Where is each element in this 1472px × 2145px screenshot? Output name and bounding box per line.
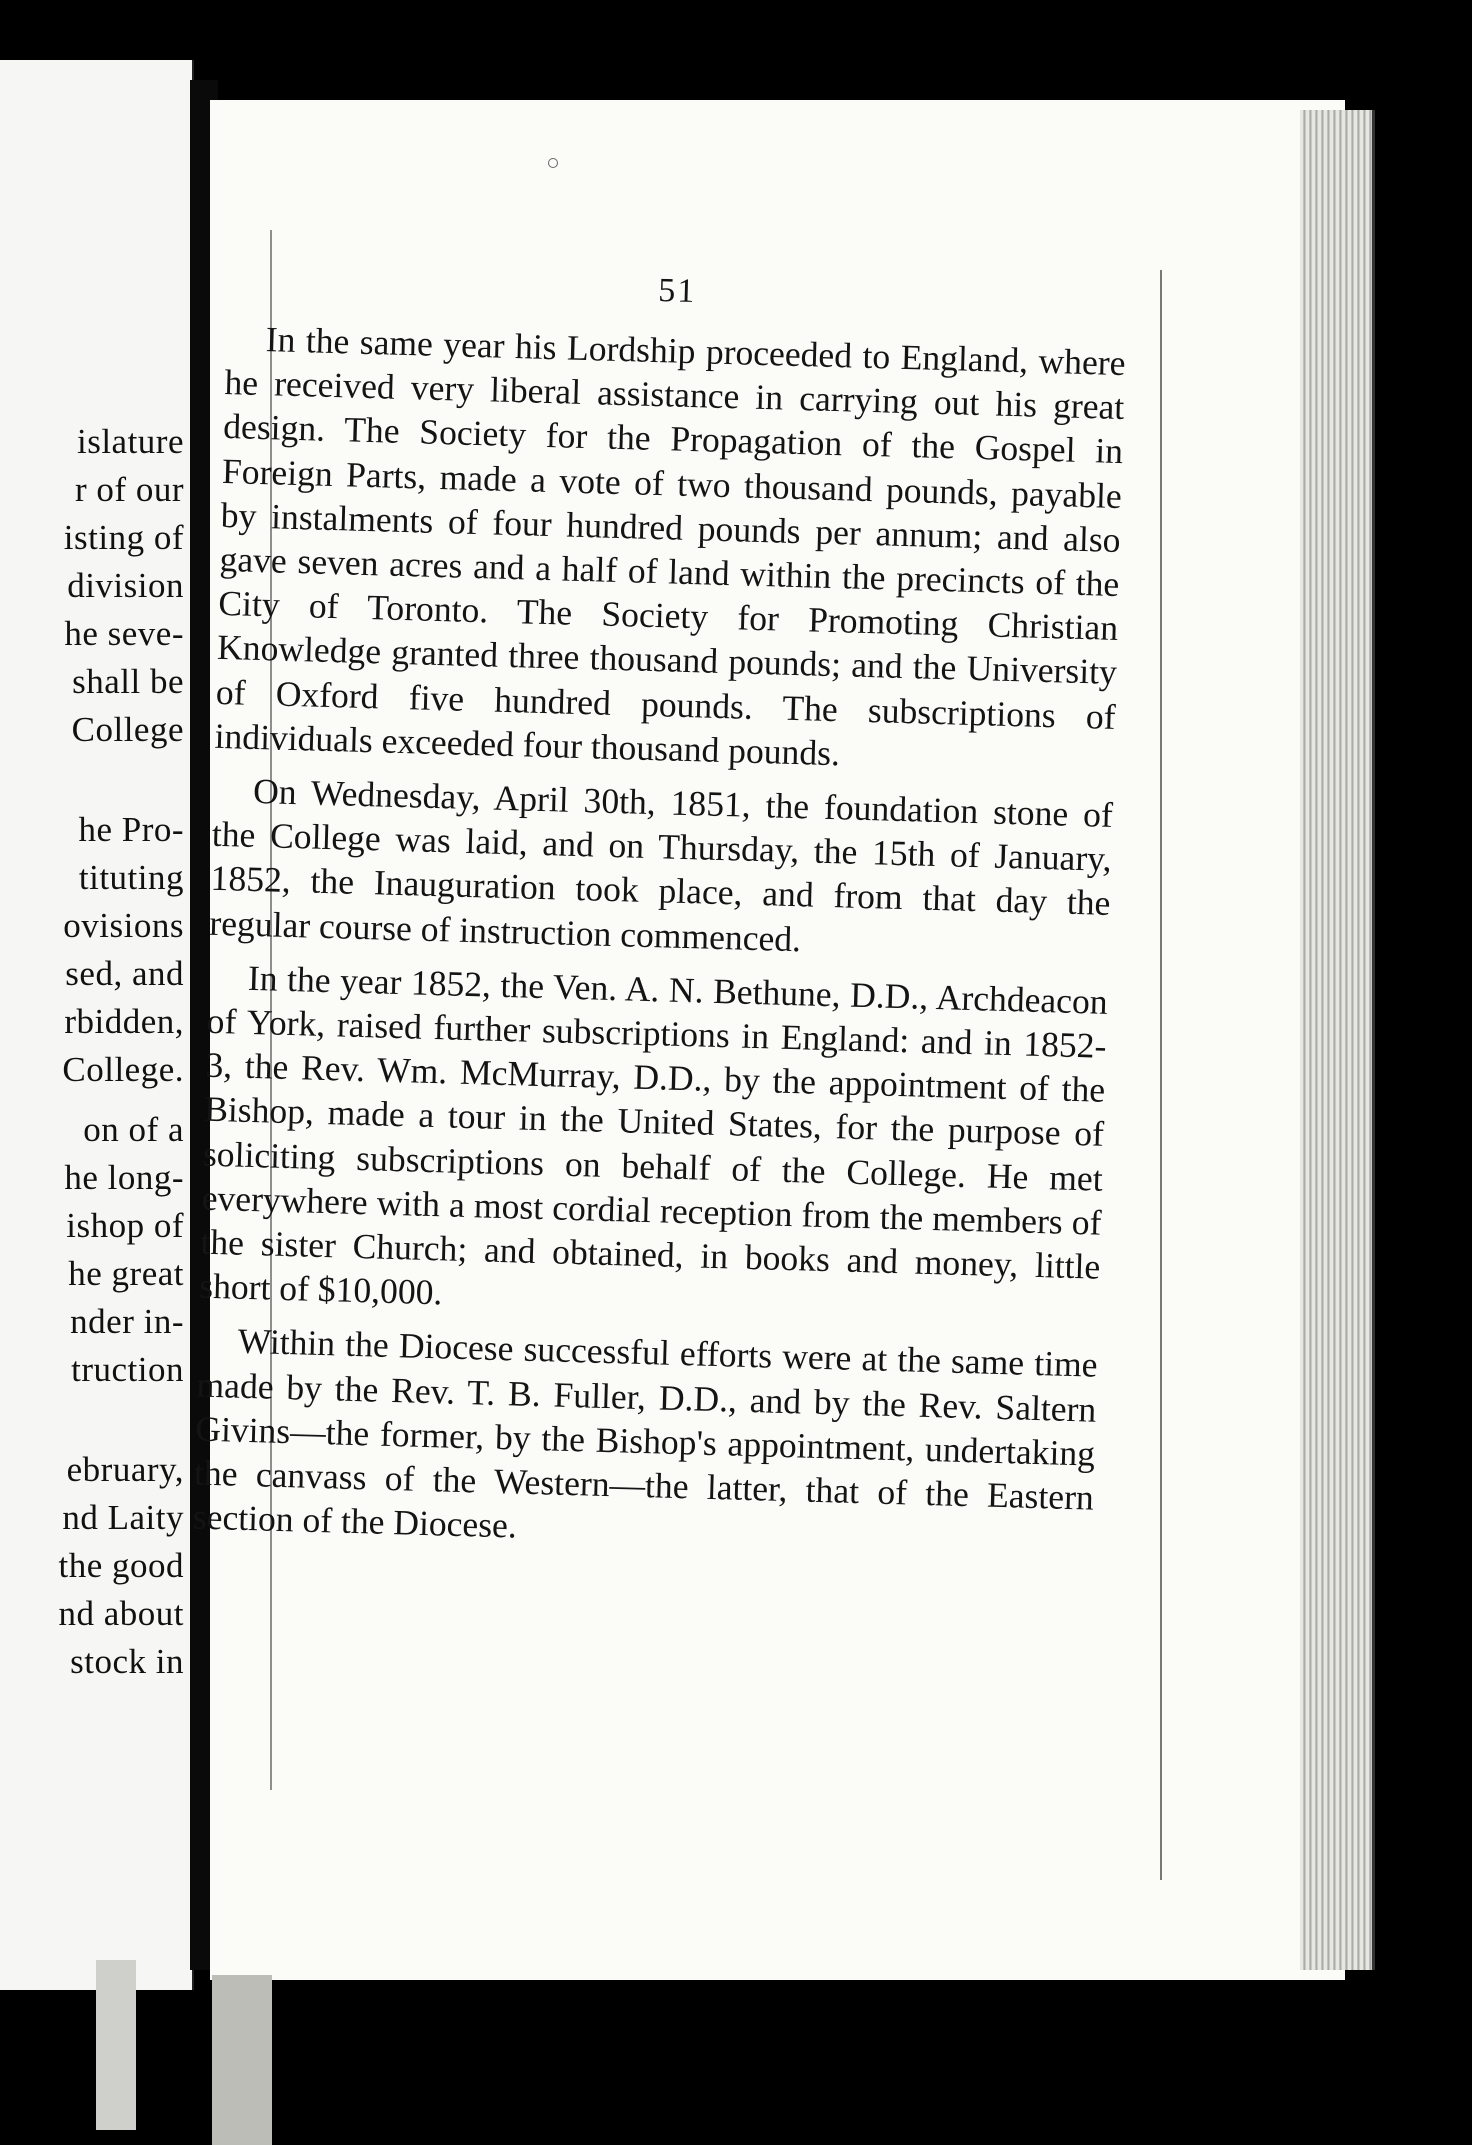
left-page-line: the good (58, 1546, 184, 1585)
left-page-line: division (67, 566, 184, 605)
left-page-line: ebruary, (66, 1450, 184, 1489)
page-number: 51 (657, 272, 697, 311)
left-page-line: College. (62, 1050, 184, 1089)
left-page-line: truction (71, 1350, 184, 1389)
left-page-line: stock in (70, 1642, 184, 1681)
paragraph: In the year 1852, the Ven. A. N. Bethune, D.D., Archdeacon of York, raised further subscriptions in England: and in 1852-3, the Rev. Wm. McMurray, D.D., by the appointment of the Bishop, made a tour in the United States, for the purpose of soliciting subscriptions on behalf of the College. He met everywhere with a most cordial reception from the members of the sister Church; and obtained, in books and money, little short of $10,000. (198, 957, 1109, 1313)
left-page-line: tituting (78, 858, 184, 897)
left-page-line: he long- (64, 1158, 184, 1197)
left-page-line: sed, and (65, 954, 184, 993)
left-page-line: r of our (75, 470, 184, 509)
left-page-line: on of a (83, 1110, 184, 1149)
left-page-line: rbidden, (64, 1002, 184, 1041)
paragraph: Within the Diocese successful efforts were at the same time made by the Rev. T. B. Fuller, D.D., and by the Rev. Saltern Givins—the former, by the Bishop's appointment, undertaking the canvass of the Western—the latter, that of the Eastern section of the Diocese. (192, 1321, 1099, 1546)
left-page-line: ishop of (66, 1206, 184, 1245)
page-mark (548, 158, 558, 168)
previous-page (0, 60, 194, 1990)
page-text (192, 260, 1128, 1574)
right-frame-rule (1160, 270, 1162, 1880)
left-page-line: he seve- (64, 614, 184, 653)
page-edges (1300, 110, 1375, 1970)
paragraph: In the same year his Lordship proceeded to England, where he received very liberal assistance in carrying out his great design. The Society for the Propagation of the Gospel in Foreign Parts, made a vote of two thousand pounds, payable by instalments of four hundred pounds per annum; and also gave seven acres and a half of land within the precincts of the City of Toronto. The Society for Promoting Christian Knowledge granted three thousand pounds; and the University of Oxford five hundred pounds. The subscriptions of individuals exceeded four thousand pounds. (214, 319, 1127, 774)
bookmark-tab (96, 1960, 136, 2130)
paragraph: On Wednesday, April 30th, 1851, the foundation stone of the College was laid, and on Thursday, the 15th of January, 1852, the Inauguration took place, and from that day the regular course of instruction commenced. (208, 770, 1114, 959)
left-page-line: nd about (58, 1594, 184, 1633)
left-page-line: College (71, 710, 184, 749)
left-page-line: shall be (72, 662, 184, 701)
left-page-line: ovisions (63, 906, 184, 945)
left-page-line: nd Laity (62, 1498, 184, 1537)
left-page-line: islature (76, 422, 184, 461)
left-page-line: he Pro- (78, 810, 184, 849)
left-page-line: he great (68, 1254, 184, 1293)
left-page-line: isting of (63, 518, 184, 557)
left-page-line: nder in- (70, 1302, 184, 1341)
